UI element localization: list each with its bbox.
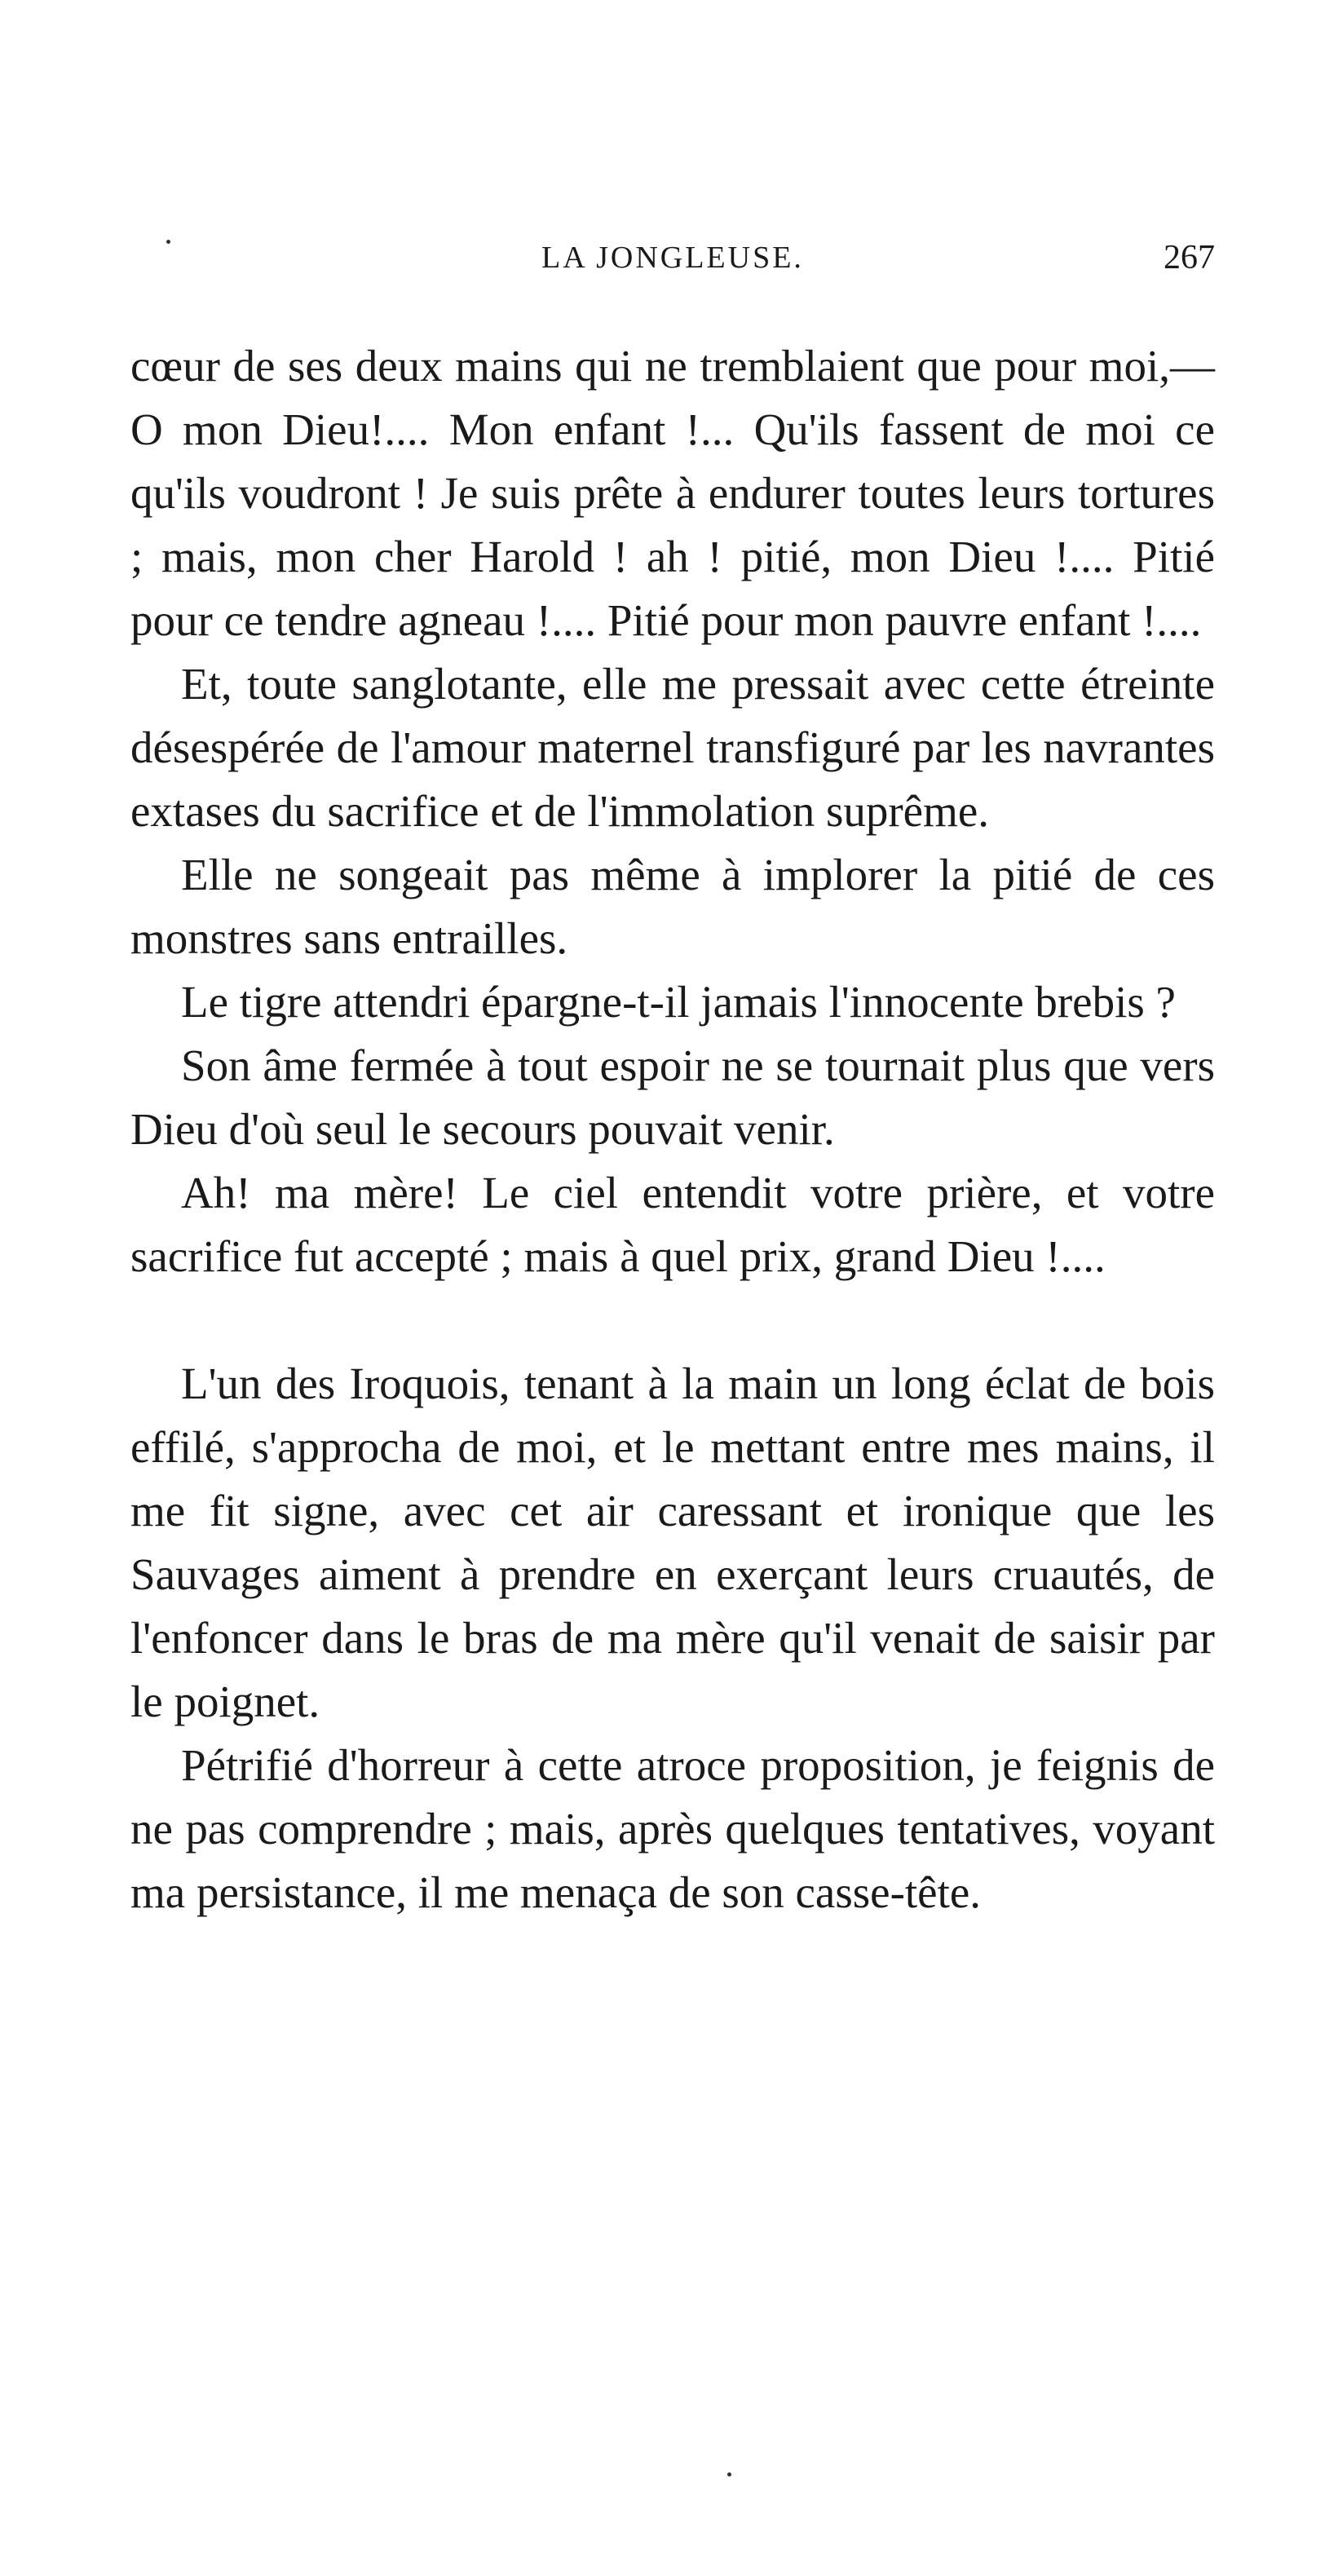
paragraph: Son âme fermée à tout espoir ne se tournait plus que vers Dieu d'où seul le secours pouvait venir.: [130, 1041, 1215, 1154]
body-text: [130, 334, 1215, 1924]
paragraph-continued: cœur de ses deux mains qui ne tremblaient que pour moi,—O mon Dieu!.... Mon enfant !... Qu'ils fassent de moi ce qu'ils voudront ! Je suis prête à endurer toutes leurs tortures ; mais, mon cher Harold ! ah ! pitié, mon Dieu !.... Pitié pour ce tendre agneau !.... Pitié pour mon pauvre enfant !....: [130, 341, 1215, 645]
page-number: 267: [1164, 239, 1215, 276]
paragraph: Ah! ma mère! Le ciel entendit votre prière, et votre sacrifice fut accepté ; mais à quel prix, grand Dieu !....: [130, 1168, 1215, 1281]
paragraph: Elle ne songeait pas même à implorer la pitié de ces monstres sans entrailles.: [130, 850, 1215, 963]
running-head: [130, 238, 1215, 277]
paragraph: Et, toute sanglotante, elle me pressait avec cette étreinte désespérée de l'amour maternel transfiguré par les navrantes extases du sacrifice et de l'immolation suprême.: [130, 659, 1215, 836]
paragraph: Pétrifié d'horreur à cette atroce proposition, je feignis de ne pas comprendre ; mais, après quelques tentatives, voyant ma persistance, il me menaça de son casse-tête.: [130, 1740, 1215, 1917]
paragraph: Le tigre attendri épargne-t-il jamais l'innocente brebis ?: [181, 977, 1176, 1027]
paragraph: L'un des Iroquois, tenant à la main un long éclat de bois effilé, s'approcha de moi, et le mettant entre mes mains, il me fit signe, avec cet air caressant et ironique que les Sauvages aiment à prendre en exerçant leurs cruautés, de l'enfoncer dans le bras de ma mère qu'il venait de saisir par le poignet.: [130, 1359, 1215, 1726]
running-title: LA JONGLEUSE.: [541, 241, 804, 275]
print-speck: [727, 2472, 731, 2477]
